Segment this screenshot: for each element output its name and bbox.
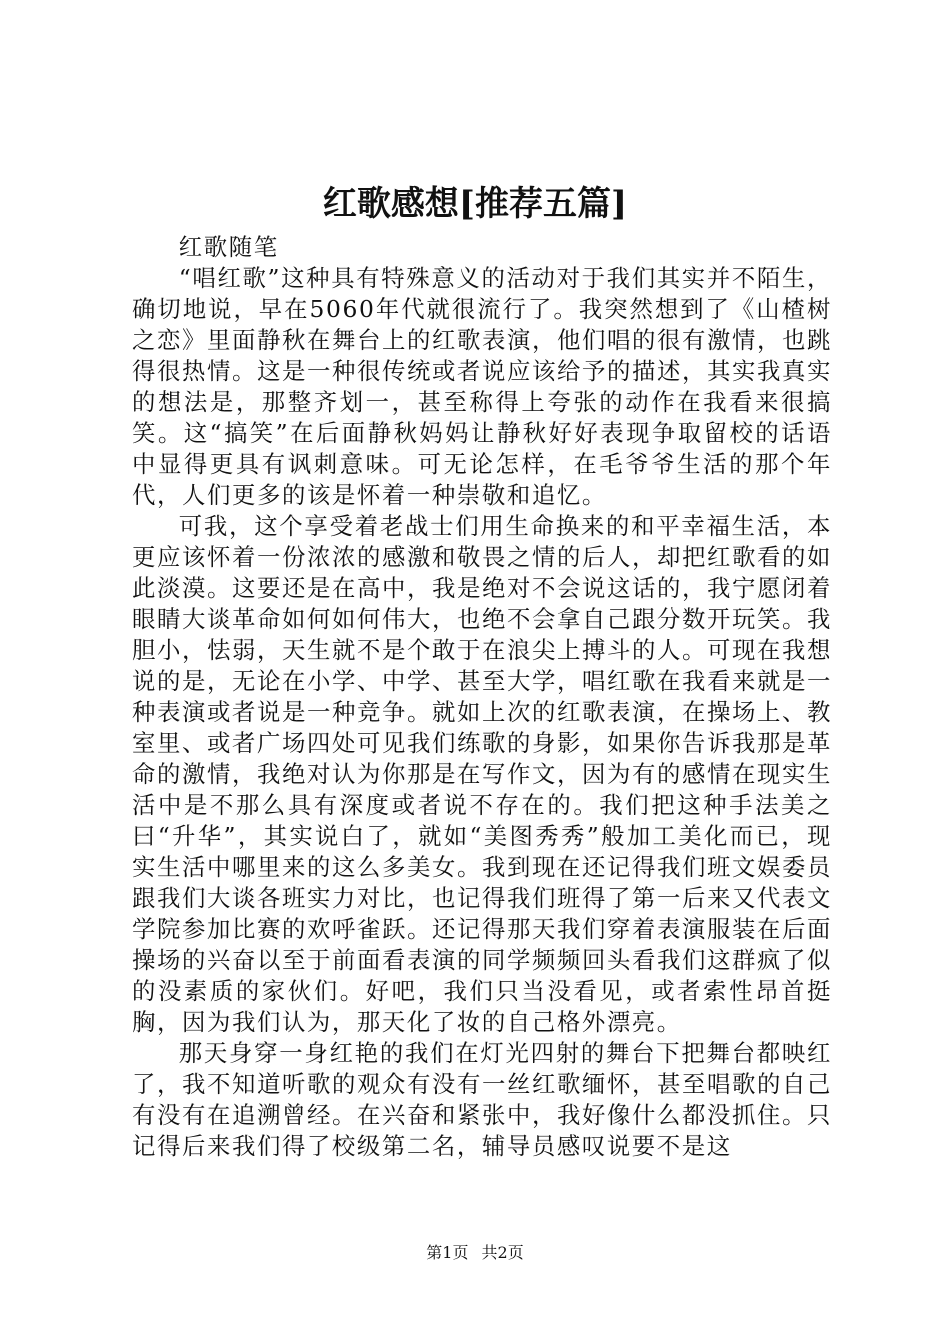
paragraph-2: 可我，这个享受着老战士们用生命换来的和平幸福生活，本更应该怀着一份浓浓的感激和敬畏之情的后人，却把红歌看的如此淡漠。这要还是在高中，我是绝对不会说这话的，我宁愿闭着眼睛大谈革命如何如何伟大，也绝不会拿自己跟分数开玩笑。我胆小，怯弱，天生就不是个敢于在浪尖上搏斗的人。可现在我想说的是，无论在小学、中学、甚至大学，唱红歌在我看来就是一种表演或者说是一种竞争。就如上次的红歌表演，在操场上、教室里、或者广场四处可见我们练歌的身影，如果你告诉我那是革命的激情，我绝对认为你那是在写作文，因为有的感情在现实生活中是不那么具有深度或者说不存在的。我们把这种手法美之曰“升华”，其实说白了，就如“美图秀秀”般加工美化而已，现实生活中哪里来的这么多美女。我到现在还记得我们班文娱委员跟我们大谈各班实力对比，也记得我们班得了第一后来又代表文学院参加比赛的欢呼雀跃。还记得那天我们穿着表演服装在后面操场的兴奋以至于前面看表演的同学频频回头看我们这群疯了似的没素质的家伙们。好吧，我们只当没看见，或者索性昂首挺胸，因为我们认为，那天化了妆的自己格外漂亮。 [132,512,832,1036]
page-footer [0,1242,950,1264]
document-body [132,232,832,1162]
page-number-current: 第1页 [426,1243,469,1262]
paragraph-3: 那天身穿一身红艳的我们在灯光四射的舞台下把舞台都映红了，我不知道听歌的观众有没有一丝红歌缅怀，甚至唱歌的自己有没有在追溯曾经。在兴奋和紧张中，我好像什么都没抓住。只记得后来我们得了校级第二名，辅导员感叹说要不是这 [132,1039,832,1160]
paragraph-1: “唱红歌”这种具有特殊意义的活动对于我们其实并不陌生，确切地说，早在5060年代就很流行了。我突然想到了《山楂树之恋》里面静秋在舞台上的红歌表演，他们唱的很有激情，也跳得很热情。这是一种很传统或者说应该给予的描述，其实我真实的想法是，那整齐划一，甚至称得上夸张的动作在我看来很搞笑。这“搞笑”在后面静秋妈妈让静秋好好表现争取留校的话语中显得更具有讽刺意味。可无论怎样，在毛爷爷生活的那个年代，人们更多的该是怀着一种崇敬和追忆。 [132,264,832,509]
document-title: 红歌感想[推荐五篇] [322,184,628,224]
page-number-total: 共2页 [481,1243,524,1262]
section-subtitle: 红歌随笔 [178,233,279,261]
